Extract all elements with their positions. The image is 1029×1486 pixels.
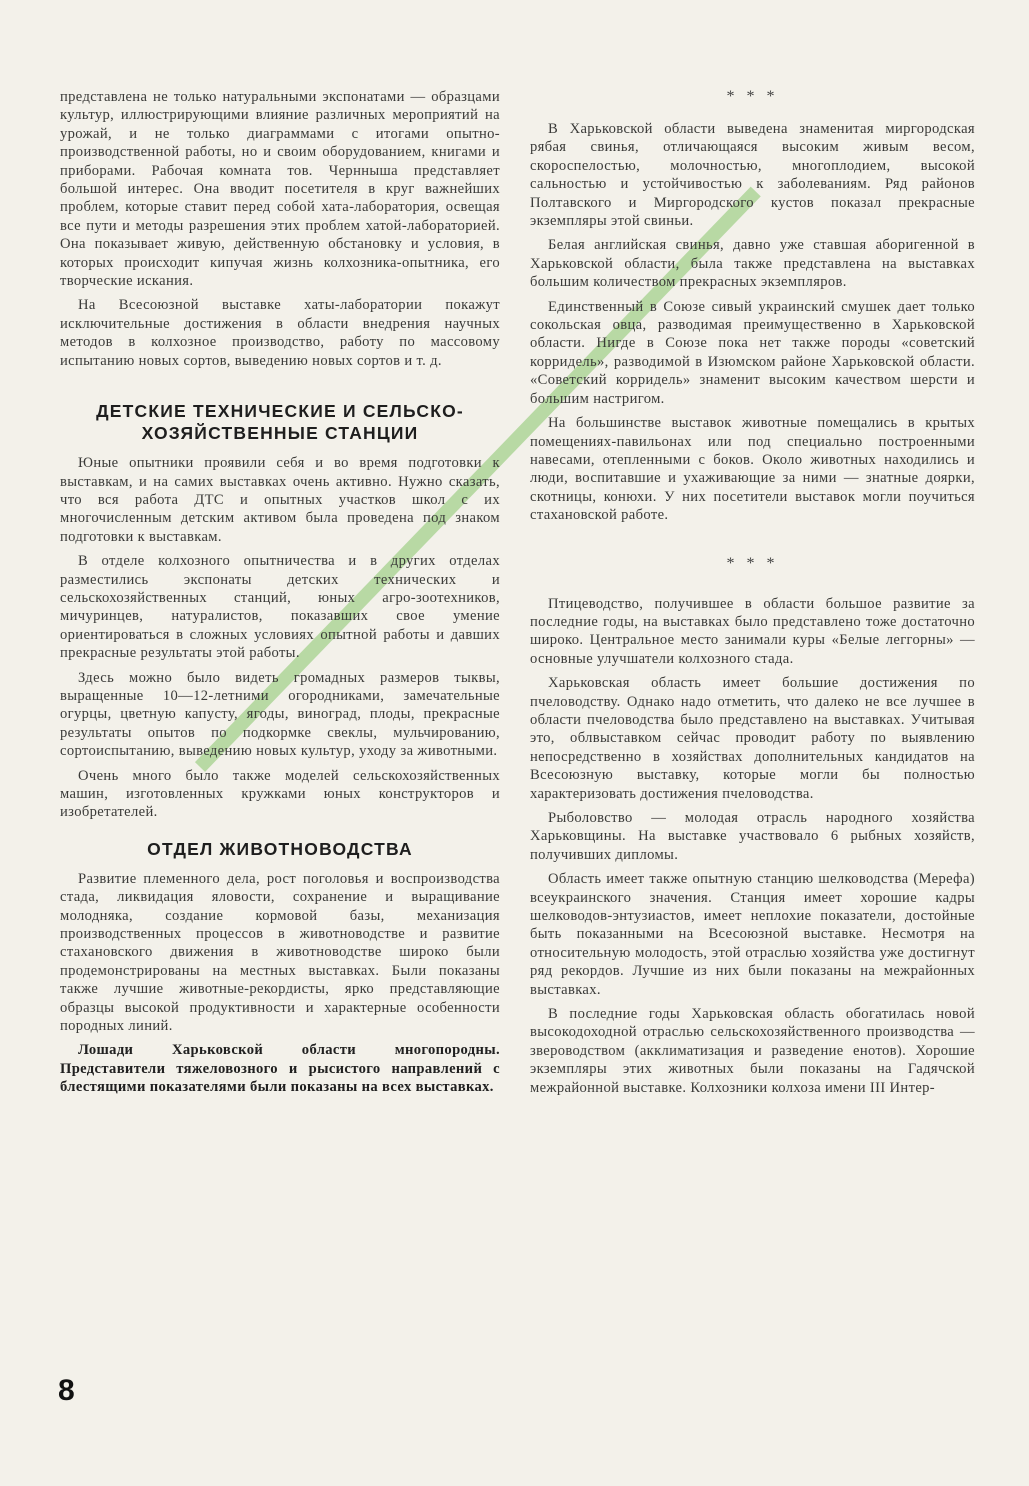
left-paragraph-2: На Всесоюзной выставке хаты-лаборатории покажут исключительные достижения в области внедрения научных методов в колхозное производство, работу по массовому испытанию новых сортов, выведению новых сортов и т. д. <box>60 297 500 369</box>
right-paragraph-2: Белая английская свинья, давно уже ставшая аборигенной в Харьковской области, была также представлена на выставках большим количеством прекрасных экземпляров. <box>530 237 975 291</box>
left-column <box>60 88 500 1103</box>
left-paragraph-1: представлена не только натуральными экспонатами — образцами культур, иллюстрирующими влияние различных мероприятий на урожай, и не только диаграммами с итогами опытно-производственной работы, но и своим оборудованием, книгами и приборами. Рабочая комната тов. Чернныша представляет большой интерес. Она вводит посетителя в круг важнейших проблем, которые ставит перед собой хата-лаборатория, освещая все пути и методы разрешения этих проблем хатой-лабораторией. Она показывает живую, действенную обстановку и условия, в которых происходит кипучая жизнь колхозника-опытника, его творческие искания. <box>60 89 500 290</box>
left-paragraph-5: Здесь можно было видеть громадных размеров тыквы, выращенные 10—12-летними огородниками, замечательные огурцы, цветную капусту, ягоды, виноград, плоды, прекрасные результаты опытов по подкормке свеклы, мульчированию, сортоиспытанию, выведению новых культур, уходу за животными. <box>60 669 500 760</box>
section-heading-children-stations: ДЕТСКИЕ ТЕХНИЧЕСКИЕ И СЕЛЬСКО-ХОЗЯЙСТВЕННЫЕ СТАНЦИИ <box>96 401 464 444</box>
left-paragraph-3: Юные опытники проявили себя и во время подготовки к выставкам, и на самих выставках очень активно. Нужно сказать, что вся работа ДТС и опытных участков школ с их многочисленным детским активом была проведена под знаком подготовки к выставкам. <box>60 455 500 545</box>
left-paragraph-7: Развитие племенного дела, рост поголовья и воспроизводства стада, ликвидация яловости, сохранение и выращивание молодняка, создание кормовой базы, механизация производственных процессов в животноводстве и развитие стахановского движения в животноводстве широко были продемонстрированы на местных выставках. Были показаны также лучшие животные-рекордисты, ярко представляющие образцы высокой продуктивности и характерные особенности породных линий. <box>60 870 500 1035</box>
section-separator-stars: * * * <box>726 88 779 105</box>
right-column <box>530 88 975 1103</box>
right-paragraph-7: Рыболовство — молодая отрасль народного хозяйства Харьковщины. На выставке участвовало 6 рыбных хозяйств, получивших дипломы. <box>530 810 975 863</box>
left-paragraph-4: В отделе колхозного опытничества и в других отделах разместились экспонаты детских технических и сельскохозяйственных станций, юных агро-зоотехников, мичуринцев, натуралистов, показавших свое умение ориентироваться в сложных условиях опытной работы и давших прекрасные результаты этой работы. <box>60 553 500 662</box>
right-paragraph-9: В последние годы Харьковская область обогатилась новой высокодоходной отраслью сельскохозяйственного производства — звероводством (акклиматизация и разведение енотов). Хорошие экземпляры этих животных были показаны на Гадячской межрайонной выставке. Колхозники колхоза имени III Интер- <box>530 1006 975 1096</box>
right-paragraph-8: Область имеет также опытную станцию шелководства (Мерефа) всеукраинского значения. Станция имеет хорошие кадры шелководов-энтузиастов, имеет неплохие показатели, достойные быть показанными на Всесоюзной выставке. Несмотря на относительную молодость, этой отраслью хозяйства уже достигнут ряд рекордов. Лучшие из них были показаны на межрайонных выставках. <box>530 871 975 998</box>
section-separator-stars-2: * * * <box>726 554 779 572</box>
right-paragraph-5: Птицеводство, получившее в области большое развитие за последние годы, на выставках было представлено тоже достаточно широко. Центральное место занимали куры «Белые леггорны» — основные улучшатели колхозного стада. <box>530 595 975 667</box>
section-heading-livestock: ОТДЕЛ ЖИВОТНОВОДСТВА <box>147 838 413 859</box>
right-paragraph-6: Харьковская область имеет большие достижения по пчеловодству. Однако надо отметить, что далеко не все лучшее в области пчеловодства было представлено на выставках. Учитывая это, облвыставком сейчас проводит работу по выявлению непосредственно в хозяйствах дополнительных кандидатов на Всесоюзную выставку, которые могли бы полностью характеризовать достижения пчеловодства. <box>530 675 975 802</box>
right-paragraph-4: На большинстве выставок животные помещались в крытых помещениях-павильонах или под специально построенными навесами, отепленными с боков. Около животных находились и люди, воспитавшие и ухаживающие за ними — знатные доярки, скотницы, конюхи. У них посетители выставок могли поучиться стахановской работе. <box>530 415 975 524</box>
page-number: 8 <box>58 1374 75 1407</box>
right-paragraph-1: В Харьковской области выведена знаменитая миргородская рябая свинья, отличающаяся высоким живым весом, скороспелостью, молочностью, многоплодием, высокой сальностью и устойчивостью к заболеваниям. Ряд районов Полтавского и Миргородского кустов показал прекрасные экземпляры этой свиньи. <box>530 121 975 230</box>
left-paragraph-8: Лошади Харьковской области многопородны. Представители тяжеловозного и рысистого направлений с блестящими показателями были показаны на всех выставках. <box>60 1042 500 1096</box>
left-paragraph-6: Очень много было также моделей сельскохозяйственных машин, изготовленных кружками юных конструкторов и изобретателей. <box>60 767 500 821</box>
right-paragraph-3: Единственный в Союзе сивый украинский смушек дает только сокольская овца, разводимая преимущественно в Харьковской области. Нигде в Союзе пока нет также породы «советский корридель», разводимой в Изюмском районе Харьковской области. «Советский корридель» знаменит высоким качеством шерсти и большим настригом. <box>530 298 975 407</box>
